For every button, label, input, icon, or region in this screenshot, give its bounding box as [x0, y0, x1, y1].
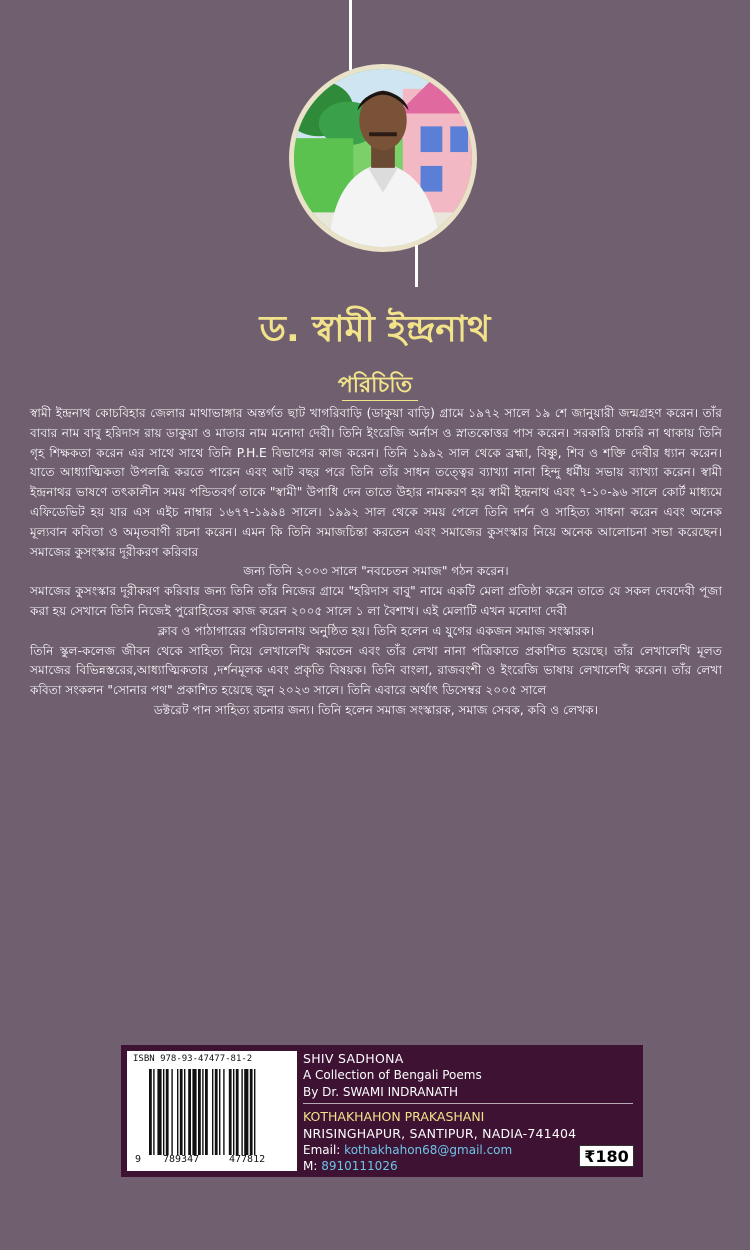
top-connector-line: [349, 0, 352, 70]
author-biography: [30, 404, 722, 721]
barcode-bar: [241, 1069, 242, 1155]
price-tag: ₹180: [579, 1145, 634, 1167]
barcode-bar: [229, 1069, 232, 1155]
barcode-digits-left: 789347: [163, 1154, 200, 1165]
barcode-bar: [198, 1069, 201, 1155]
author-photo-illustration: [294, 69, 472, 247]
barcode-bar: [219, 1069, 220, 1155]
barcode-bar: [236, 1069, 239, 1155]
bottom-connector-line: [415, 245, 418, 287]
barcode-bar: [153, 1069, 154, 1155]
barcode-bar: [166, 1069, 169, 1155]
barcode-bar: [254, 1069, 255, 1155]
author-photo: [289, 64, 477, 252]
publisher-address: NRISINGHAPUR, SANTIPUR, NADIA-741404: [303, 1126, 577, 1141]
barcode-image: [149, 1069, 289, 1155]
barcode-bar: [177, 1069, 178, 1155]
email-value: kothakhahon68@gmail.com: [344, 1143, 513, 1157]
barcode-digits-right: 477812: [229, 1154, 266, 1165]
bio-paragraph: তিনি স্কুল-কলেজ জীবন থেকে সাহিত্য নিয়ে লেখালেখি করতেন এবং তাঁর লেখা নানা পত্রিকাতে প্রকাশিত হয়েছে। তাঁর লেখালেখি মূলত সমাজের বিভিন্নস্তরের,আধ্যাত্মিকতার ,দর্শনমূলক এবং প্রকৃতি বিষয়ক। তিনি বাংলা, রাজবংশী ও ইংরেজি ভাষায় লেখালেখি করেন। তাঁর লেখা কবিতা সংকলন "সোনার পথ" প্রকাশিত হয়েছে জুন ২০২৩ সালে। তিনি এবারে অর্থাৎ ডিসেম্বর ২০০৫ সালে: [30, 643, 722, 698]
divider: [303, 1103, 633, 1104]
barcode-bar: [157, 1069, 161, 1155]
barcode-bar: [205, 1069, 208, 1155]
barcode-bar: [233, 1069, 234, 1155]
barcode-digit-prefix: 9: [135, 1154, 142, 1165]
publisher-name: KOTHAKHAHON PRAKASHANI: [303, 1109, 485, 1124]
mobile-value: 8910111026: [321, 1159, 398, 1173]
book-subtitle: A Collection of Bengali Poems: [303, 1068, 482, 1082]
barcode-bar: [163, 1069, 164, 1155]
bio-paragraph: জন্য তিনি ২০০৩ সালে "নবচেতন সমাজ" গঠন করেন।: [243, 564, 509, 579]
barcode-bar: [192, 1069, 196, 1155]
bio-paragraph: ক্লাব ও পাঠাগারের পরিচালনায় অনুষ্ঠিত হয়। তিনি হলেন এ যুগের একজন সমাজ সংস্কারক।: [157, 623, 595, 638]
barcode-bar: [250, 1069, 253, 1155]
barcode-bar: [188, 1069, 191, 1155]
barcode-bar: [202, 1069, 203, 1155]
barcode-bar: [212, 1069, 213, 1155]
mobile-label: M:: [303, 1159, 318, 1173]
bio-paragraph: স্বামী ইন্দ্রনাথ কোচবিহার জেলার মাথাভাঙ্গার অন্তর্গত ছাট খাগরিবাড়ি (ডাকুয়া বাড়ি) গ্রামে ১৯৭২ সালে ১৯ শে জানুয়ারী জন্মগ্রহণ করেন। তাঁর বাবার নাম বাবু হরিদাস রায় ডাকুয়া ও মাতার নাম মনোদা দেবী। তিনি ইংরেজি অর্নাস ও স্নাতকোত্তর পাস করেন। সরকারি চাকরি না থাকায় তিনি গৃহ শিক্ষকতা করেন এর সাথে সাথে তিনি P.H.E বিভাগের কাজ করেন। তিনি ১৯৯২ সাল থেকে ব্রহ্মা, বিষ্ণু, শিব ও শক্তি দেবীর ধ্যান করেন। যাতে আধ্যাত্মিকতা উপলব্ধি করতে পারেন এবং আট বছর পরে তিনি তাঁর সাধন তত্ত্বের ব্যাখ্যা নানা হিন্দু ধর্মীয় সভায় ব্যাখ্যা করেন। স্বামী ইন্দ্রনাথর ভাষণে তৎকালীন সময় পন্ডিতবর্গ তাকে "স্বামী" উপাধি দেন তাতে উহার নামকরণ হয় স্বামী ইন্দ্রনাথ এবং ৭-১০-৯৬ সালে কোর্ট মাধ্যমে এফিডেভিট হয় যার এস এইচ নাম্বার ১৬৭৭-১৯৯৪ সালে। ১৯৯২ সাল থেকে সময় পেলে তিনি দর্শন ও সাহিত্য সাধনা করেন এবং অনেক মূল্যবান কবিতা ও অমৃতবাণী রচনা করেন। এমন কি তিনি সমাজচিন্তা করতেন এবং সমাজের কুসংস্কার নিয়ে অনেক আলোচনা সভা করেছেন। সমাজের কুসংস্কার দূরীকরণ করিবার: [30, 406, 722, 559]
book-info-panel: [121, 1045, 643, 1177]
bio-paragraph: সমাজের কুসংস্কার দূরীকরণ করিবার জন্য তিনি তাঁর নিজের গ্রামে "হরিদাস বাবু" নামে একটি মেলা প্রতিষ্ঠা করেন তাতে যে সকল দেবদেবী পূজা করা হয় সেখানে তিনি নিজেই পুরোহিতের কাজ করেন ২০০৫ সালে ১ লা বৈশাখ। এই মেলাটি এখন মনোদা দেবী: [30, 584, 722, 618]
barcode-bar: [223, 1069, 224, 1155]
barcode-bar: [184, 1069, 185, 1155]
barcode-bar: [149, 1069, 152, 1155]
barcode-panel: [127, 1051, 297, 1171]
introduction-underline: [342, 400, 418, 401]
email-label: Email:: [303, 1143, 341, 1157]
barcode-bar: [215, 1069, 218, 1155]
isbn-number: ISBN 978-93-47477-81-2: [133, 1054, 253, 1064]
book-byline: By Dr. SWAMI INDRANATH: [303, 1085, 459, 1099]
author-name-heading: ড. স্বামী ইন্দ্রনাথ: [259, 309, 491, 350]
barcode-bar: [244, 1069, 248, 1155]
barcode-bar: [171, 1069, 172, 1155]
book-title: SHIV SADHONA: [303, 1051, 404, 1066]
bio-paragraph: ডক্টরেট পান সাহিত্য রচনার জন্য। তিনি হলেন সমাজ সংস্কারক, সমাজ সেবক, কবি ও লেখক।: [153, 702, 599, 717]
introduction-heading: পরিচিতি: [337, 373, 413, 398]
barcode-bar: [180, 1069, 183, 1155]
